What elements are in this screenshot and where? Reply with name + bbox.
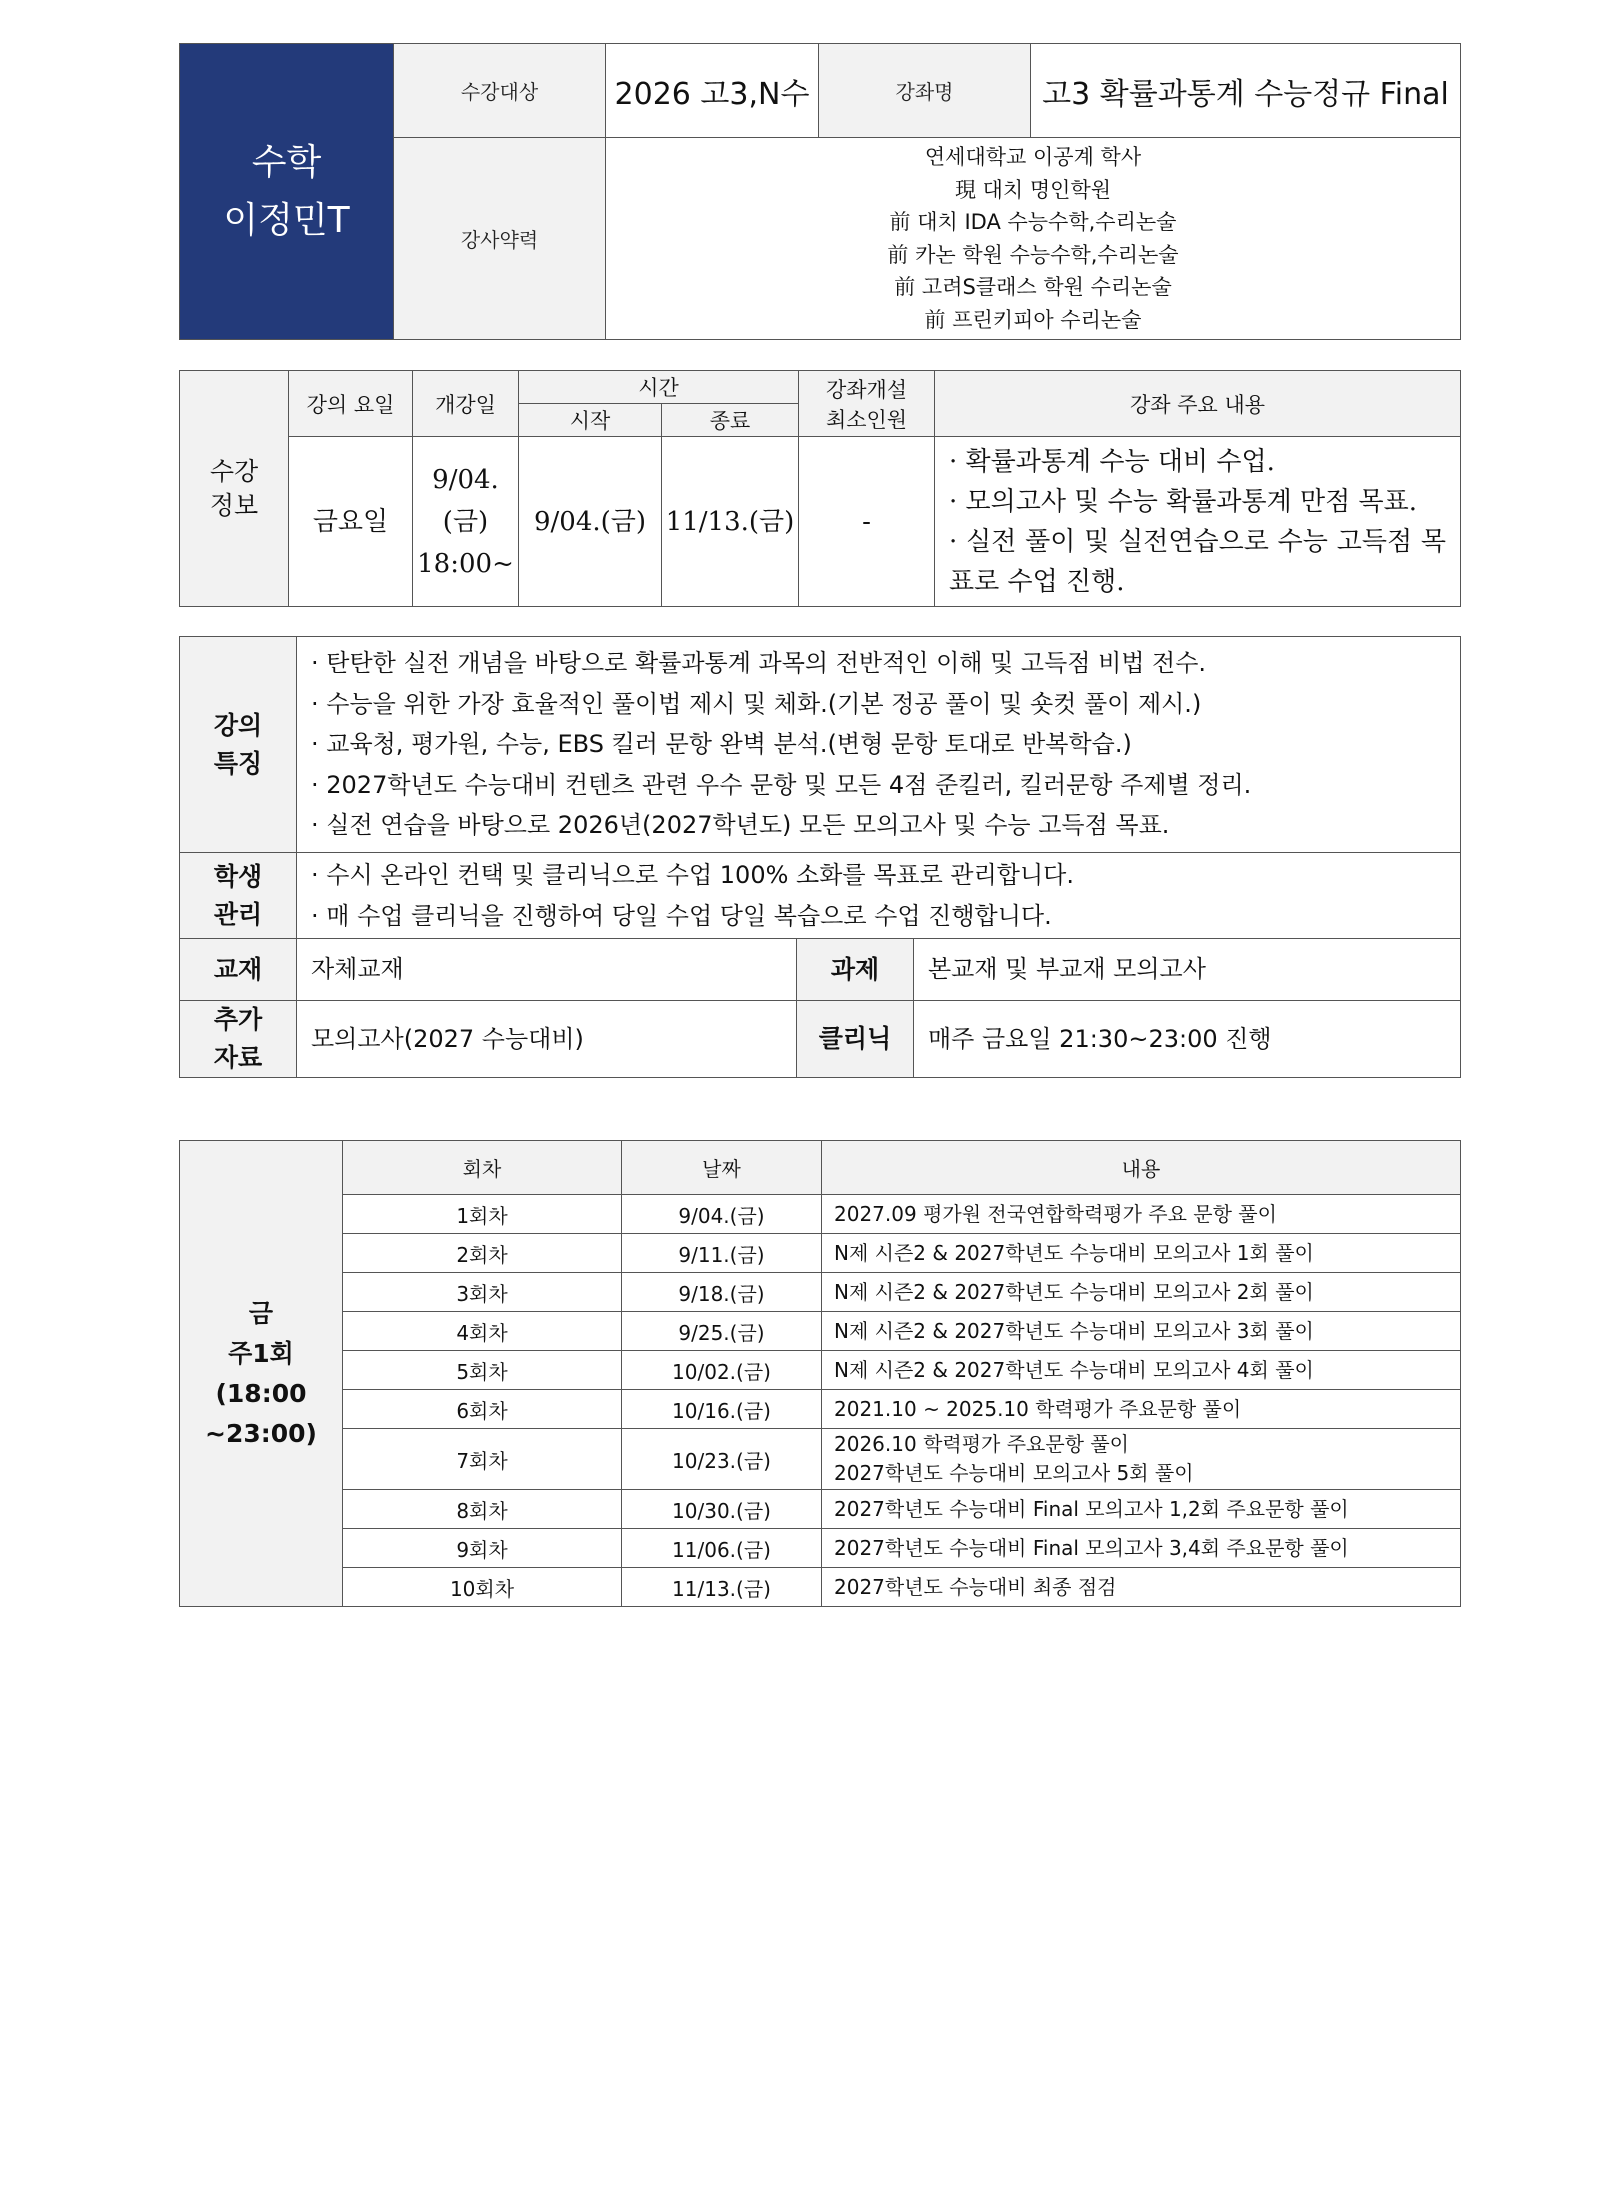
- date-cell: 10/02.(금): [622, 1351, 822, 1390]
- schedule-day-label: 금 주1회 (18:00 ~23:00): [180, 1141, 343, 1607]
- min-count: -: [799, 437, 935, 607]
- clinic-label: 클리닉: [797, 1001, 914, 1078]
- homework-label: 과제: [797, 939, 914, 1001]
- course-content: [935, 437, 1461, 607]
- student-item: · 매 수업 클리닉을 진행하여 당일 수업 당일 복습으로 수업 진행합니다.: [311, 901, 1052, 930]
- session-cell: 1회차: [343, 1195, 622, 1234]
- student-item: · 수시 온라인 컨택 및 클리닉으로 수업 100% 소화를 목표로 관리합니다.: [311, 861, 1074, 889]
- date-cell: 10/30.(금): [622, 1490, 822, 1529]
- career-item: 前 대치 IDA 수능수학,수리논술: [889, 210, 1177, 234]
- career-label: 강사약력: [394, 138, 606, 340]
- content-line: 2026.10 학력평가 주요문항 풀이: [834, 1432, 1129, 1456]
- content-cell: [822, 1234, 1461, 1273]
- session-cell: 2회차: [343, 1234, 622, 1273]
- date-cell: 9/18.(금): [622, 1273, 822, 1312]
- date-cell: 9/04.(금): [622, 1195, 822, 1234]
- feature-item: · 2027학년도 수능대비 컨텐츠 관련 우수 문항 및 모든 4점 준킬러, 킬러문항 주제별 정리.: [311, 770, 1252, 799]
- textbook-label: 교재: [180, 939, 297, 1001]
- teacher-info-table: [179, 43, 1461, 340]
- lecture-day: 금요일: [289, 437, 413, 607]
- session-cell: 7회차: [343, 1429, 622, 1490]
- header-day: 강의 요일: [289, 371, 413, 437]
- header-time: 시간: [519, 371, 799, 404]
- content-item: · 실전 풀이 및 실전연습으로 수능 고득점 목표로 수업 진행.: [949, 526, 1447, 597]
- subject-label: 수학: [251, 141, 322, 183]
- session-cell: 6회차: [343, 1390, 622, 1429]
- teacher-name-cell: [180, 44, 394, 340]
- career-item: 연세대학교 이공계 학사: [924, 145, 1142, 169]
- header-date: 날짜: [622, 1141, 822, 1195]
- session-cell: 5회차: [343, 1351, 622, 1390]
- schedule-table: [179, 1140, 1461, 1607]
- student-list: [297, 853, 1461, 939]
- session-cell: 9회차: [343, 1529, 622, 1568]
- date-cell: 10/16.(금): [622, 1390, 822, 1429]
- header-min: 강좌개설 최소인원: [799, 371, 935, 437]
- career-item: 前 프린키피아 수리논술: [924, 307, 1142, 332]
- schedule-row: [180, 1568, 1461, 1607]
- session-cell: 8회차: [343, 1490, 622, 1529]
- career-item: 前 카논 학원 수능수학,수리논술: [887, 242, 1179, 267]
- feature-item: · 교육청, 평가원, 수능, EBS 킬러 문항 완벽 분석.(변형 문항 토대로 반복학습.): [311, 730, 1132, 759]
- date-cell: 9/25.(금): [622, 1312, 822, 1351]
- extra-label: 추가 자료: [180, 1001, 297, 1078]
- start-date: 9/04.(금): [519, 437, 662, 607]
- content-cell: [822, 1195, 1461, 1234]
- content-cell: [822, 1312, 1461, 1351]
- content-line: N제 시즌2 & 2027학년도 수능대비 모의고사 3회 풀이: [834, 1318, 1314, 1343]
- teacher-name: 이정민T: [223, 199, 350, 241]
- target-value: 2026 고3,N수: [606, 44, 819, 138]
- date-cell: 11/06.(금): [622, 1529, 822, 1568]
- session-cell: 4회차: [343, 1312, 622, 1351]
- career-item: 前 고려S클래스 학원 수리논술: [894, 275, 1172, 299]
- content-item: · 모의고사 및 수능 확률과통계 만점 목표.: [949, 486, 1417, 517]
- session-cell: 3회차: [343, 1273, 622, 1312]
- header-end: 종료: [662, 404, 799, 437]
- enrollment-table: [179, 370, 1461, 607]
- schedule-row: [180, 1429, 1461, 1490]
- homework-value: 본교재 및 부교재 모의고사: [914, 939, 1461, 1001]
- career-list: [606, 138, 1461, 340]
- career-item: 現 대치 명인학원: [954, 177, 1112, 202]
- feature-item: · 탄탄한 실전 개념을 바탕으로 확률과통계 과목의 전반적인 이해 및 고득점 비법 전수.: [311, 649, 1207, 678]
- schedule-row: [180, 1234, 1461, 1273]
- content-line: N제 시즌2 & 2027학년도 수능대비 모의고사 1회 풀이: [834, 1240, 1314, 1265]
- content-cell: [822, 1351, 1461, 1390]
- features-table: [179, 636, 1461, 1078]
- extra-value: 모의고사(2027 수능대비): [297, 1001, 797, 1078]
- feature-item: · 수능을 위한 가장 효율적인 풀이법 제시 및 체화.(기본 정공 풀이 및 숏컷 풀이 제시.): [311, 689, 1202, 718]
- content-cell: [822, 1568, 1461, 1607]
- header-session: 회차: [343, 1141, 622, 1195]
- course-title: 고3 확률과통계 수능정규 Final: [1031, 44, 1461, 138]
- content-item: · 확률과통계 수능 대비 수업.: [949, 446, 1275, 477]
- schedule-row: [180, 1273, 1461, 1312]
- schedule-row: [180, 1490, 1461, 1529]
- course-label: 강좌명: [819, 44, 1031, 138]
- content-line: 2027.09 평가원 전국연합학력평가 주요 문항 풀이: [834, 1201, 1277, 1226]
- target-label: 수강대상: [394, 44, 606, 138]
- content-line: 2027학년도 수능대비 Final 모의고사 1,2회 주요문항 풀이: [834, 1496, 1349, 1521]
- enroll-row-label: 수강 정보: [180, 371, 289, 607]
- header-open: 개강일: [413, 371, 519, 437]
- header-contents: 내용: [822, 1141, 1461, 1195]
- end-date: 11/13.(금): [662, 437, 799, 607]
- header-start: 시작: [519, 404, 662, 437]
- open-date: 9/04. (금) 18:00~: [413, 437, 519, 607]
- content-line: N제 시즌2 & 2027학년도 수능대비 모의고사 4회 풀이: [834, 1357, 1314, 1382]
- date-cell: 9/11.(금): [622, 1234, 822, 1273]
- content-line: 2027학년도 수능대비 최종 점검: [834, 1574, 1117, 1599]
- content-cell: [822, 1529, 1461, 1568]
- schedule-row: [180, 1390, 1461, 1429]
- header-content: 강좌 주요 내용: [935, 371, 1461, 437]
- features-list: [297, 637, 1461, 853]
- clinic-value: 매주 금요일 21:30~23:00 진행: [914, 1001, 1461, 1078]
- schedule-row: [180, 1529, 1461, 1568]
- features-label: 강의 특징: [180, 637, 297, 853]
- textbook-value: 자체교재: [297, 939, 797, 1001]
- feature-item: · 실전 연습을 바탕으로 2026년(2027학년도) 모든 모의고사 및 수능 고득점 목표.: [311, 811, 1170, 840]
- content-line: 2027학년도 수능대비 모의고사 5회 풀이: [834, 1461, 1194, 1485]
- content-cell: [822, 1429, 1461, 1490]
- date-cell: 11/13.(금): [622, 1568, 822, 1607]
- content-line: 2027학년도 수능대비 Final 모의고사 3,4회 주요문항 풀이: [834, 1535, 1349, 1560]
- session-cell: 10회차: [343, 1568, 622, 1607]
- content-line: 2021.10 ~ 2025.10 학력평가 주요문항 풀이: [834, 1396, 1242, 1421]
- content-cell: [822, 1390, 1461, 1429]
- schedule-row: [180, 1351, 1461, 1390]
- content-cell: [822, 1273, 1461, 1312]
- date-cell: 10/23.(금): [622, 1429, 822, 1490]
- content-line: N제 시즌2 & 2027학년도 수능대비 모의고사 2회 풀이: [834, 1279, 1314, 1304]
- student-label: 학생 관리: [180, 853, 297, 939]
- content-cell: [822, 1490, 1461, 1529]
- schedule-row: [180, 1312, 1461, 1351]
- schedule-row: [180, 1195, 1461, 1234]
